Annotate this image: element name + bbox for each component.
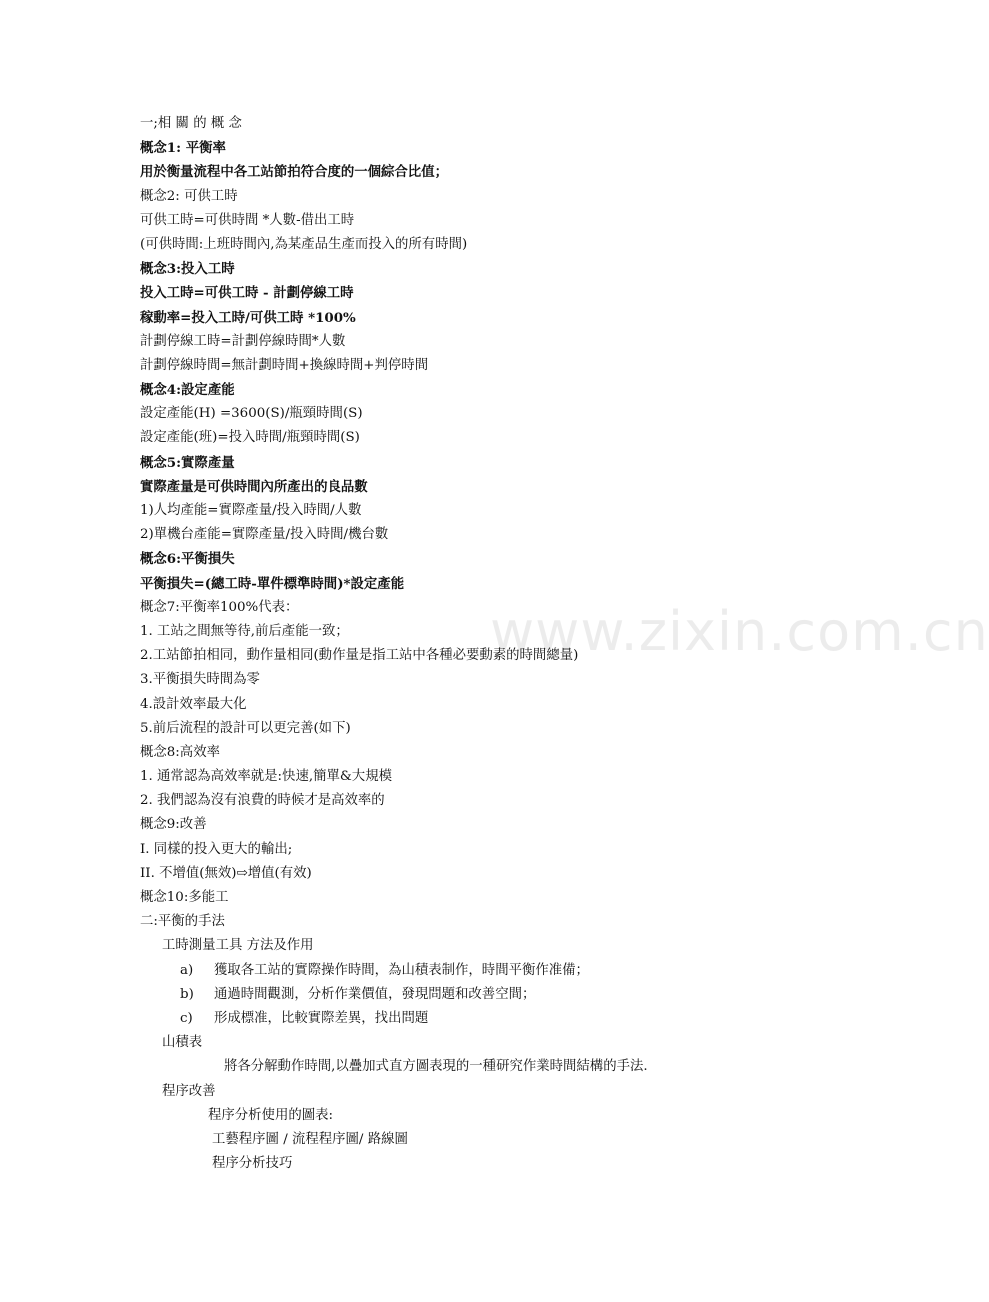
concept-7-item-4: 4.設計效率最大化 [140, 696, 247, 712]
planned-stop-hours-formula: 計劃停線工時=計劃停線時間*人數 [140, 333, 346, 349]
list-marker: a) [180, 962, 194, 978]
concept-9-item-2: II. 不增值(無效)⇨增值(有效) [140, 865, 312, 881]
capacity-hour-formula: 設定產能(H) =3600(S)/瓶頸時間(S) [140, 406, 363, 422]
balance-loss-formula: 平衡損失=(總工時-單件標準時間)*設定產能 [140, 575, 405, 592]
concept-8-item-2: 2. 我們認為沒有浪費的時候才是高效率的 [140, 793, 385, 809]
list-item [140, 959, 760, 983]
section-heading-methods: 二:平衡的手法 [140, 914, 225, 930]
concept-6-heading: 概念6:平衡損失 [140, 551, 235, 568]
concept-2-note: (可供時間:上班時間內,為某產品生產而投入的所有時間) [140, 236, 468, 252]
list-text: 獲取各工站的實際操作時間，為山積表制作，時間平衡作准備； [214, 962, 589, 978]
concept-2-heading: 概念2: 可供工時 [140, 188, 238, 204]
concept-8-heading: 概念8:高效率 [140, 744, 220, 760]
time-measurement-heading: 工時測量工具 方法及作用 [162, 938, 314, 954]
concept-7-item-5: 5.前后流程的設計可以更完善(如下) [140, 720, 351, 736]
process-charts-label: 程序分析使用的圖表: [208, 1107, 334, 1123]
concept-7-item-2: 2.工站節拍相同，動作量相同(動作量是指工站中各種必要動素的時間總量) [140, 648, 579, 664]
planned-stop-time-formula: 計劃停線時間=無計劃時間+換線時間+判停時間 [140, 357, 429, 373]
concept-8-item-1: 1. 通常認為高效率就是:快速,簡單&大規模 [140, 769, 392, 785]
per-capita-capacity: 1)人均產能=實際產量/投入時間/人數 [140, 503, 362, 518]
document-body [140, 112, 760, 1176]
list-text: 形成標准，比較實際差異，找出問題 [214, 1010, 429, 1026]
list-marker: c) [180, 1010, 193, 1026]
list-text: 通過時間觀測，分析作業價值，發現問題和改善空間； [214, 986, 536, 1002]
concept-5-definition: 實際產量是可供時間內所產出的良品數 [140, 478, 368, 495]
concept-5-heading: 概念5:實際產量 [140, 454, 235, 471]
concept-7-item-3: 3.平衡損失時間為零 [140, 672, 260, 688]
list-marker: b) [180, 986, 194, 1002]
watermark: www.zixin.com.cn [490, 600, 989, 663]
concept-2-formula: 可供工時=可供時間 *人數-借出工時 [140, 212, 355, 228]
concept-9-item-1: I. 同樣的投入更大的輸出; [140, 841, 293, 857]
concept-3-formula: 投入工時=可供工時 - 計劃停線工時 [140, 285, 354, 302]
list-item [140, 983, 760, 1007]
concept-7-item-1: 1. 工站之間無等待,前后產能一致； [140, 623, 349, 639]
utilization-formula: 稼動率=投入工時/可供工時 *100% [140, 309, 356, 326]
concept-1-heading: 概念1: 平衡率 [140, 140, 226, 157]
concept-3-heading: 概念3:投入工時 [140, 261, 235, 278]
process-improvement-heading: 程序改善 [162, 1083, 216, 1099]
concept-7-heading: 概念7:平衡率100%代表： [140, 599, 299, 615]
mountain-chart-heading: 山積表 [162, 1035, 203, 1051]
capacity-shift-formula: 設定產能(班)=投入時間/瓶頸時間(S) [140, 430, 360, 446]
mountain-chart-description: 將各分解動作時間,以疊加式直方圖表現的一種研究作業時間結構的手法. [224, 1059, 648, 1075]
concept-4-heading: 概念4:設定產能 [140, 382, 235, 399]
per-machine-capacity: 2)單機台產能=實際產量/投入時間/機台數 [140, 527, 389, 543]
concept-9-heading: 概念9:改善 [140, 817, 207, 833]
section-heading-concepts: 一;相 關 的 概 念 [140, 116, 242, 131]
concept-10-heading: 概念10:多能工 [140, 890, 229, 905]
concept-1-definition: 用於衡量流程中各工站節拍符合度的一個綜合比值； [140, 164, 448, 181]
process-charts-list: 工藝程序圖 / 流程程序圖/ 路線圖 [212, 1131, 408, 1147]
list-item [140, 1007, 760, 1031]
process-analysis-techniques: 程序分析技巧 [212, 1156, 293, 1172]
